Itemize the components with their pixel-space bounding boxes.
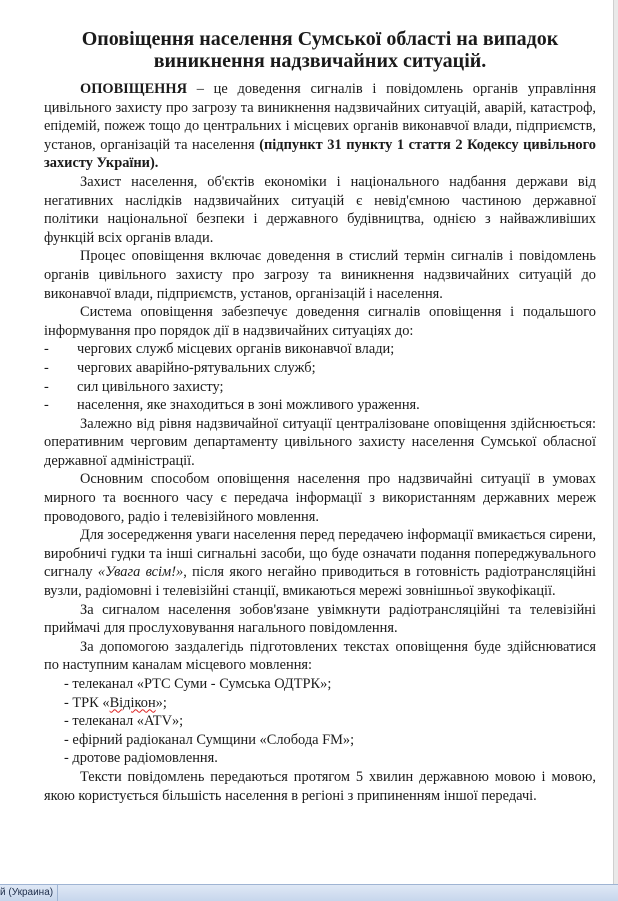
language-indicator[interactable]: й (Украина) xyxy=(0,885,58,901)
list-item: - дротове радіомовлення. xyxy=(64,750,218,767)
paragraph-process: Процес оповіщення включає доведення в стислий термін сигналів і повідомлень органів цивільного захисту про загрозу та виникнення надзвичайних ситуацій до виконавчої влади, підприємств, установ, організацій і населення. xyxy=(44,248,596,302)
paragraph-sirens: Для зосередження уваги населення перед передачею інформації вмикається сирени, виробничі гудки та інші сигнальні засоби, що буде означати подання попереджувального сигналу «Увага всім!», після якого негайно приводиться в готовність радіотрансляційні вузли, радіомовні і телевізійні станції, вмикаються мережі зовнішньої звукофікації. xyxy=(44,527,596,600)
page-scroll-edge xyxy=(613,0,618,884)
document-body xyxy=(44,28,596,805)
paragraph-centralized: Залежно від рівня надзвичайної ситуації централізоване оповіщення здійснюється: оперативним черговим департаменту цивільного захисту населення Сумської обласної державної адміністрації. xyxy=(44,415,596,469)
list-item: - чергових аварійно-рятувальних служб; xyxy=(44,359,316,376)
paragraph-system: Система оповіщення забезпечує доведення сигналів оповіщення і подальшого інформування про порядок дії в надзвичайних ситуаціях до: xyxy=(44,304,596,339)
status-bar xyxy=(0,884,618,901)
paragraph-receivers: За сигналом населення зобов'язане увімкнути радіотрансляційні та телевізійні приймачі для прослуховування нагального повідомлення. xyxy=(44,601,596,637)
paragraph-channels-intro: За допомогою заздалегідь підготовлених текстах оповіщення буде здійснюватися по наступним каналам місцевого мовлення: xyxy=(44,638,596,674)
paragraph-definition: ОПОВІЩЕННЯ – це доведення сигналів і повідомлень органів управління цивільного захисту про загрозу та виникнення надзвичайних ситуацій, аварій, катастроф, епідемій, пожеж тощо до центральних і місцевих органів виконавчої влади, підприємств, установ, організацій та населення (підпункт 31 пункту 1 стаття 2 Кодексу цивільного захисту України). xyxy=(44,81,596,172)
list-item: - телеканал «ATV»; xyxy=(64,713,184,730)
channels-list xyxy=(44,675,596,768)
document-title: Оповіщення населення Сумської області на випадок виникнення надзвичайних ситуацій. xyxy=(81,28,559,72)
list-item: - сил цивільного захисту; xyxy=(44,378,224,395)
recipients-list xyxy=(44,340,596,414)
list-item: - населення, яке знаходиться в зоні можливого ураження. xyxy=(44,397,420,414)
paragraph-main-method: Основним способом оповіщення населення про надзвичайні ситуації в умовах мирного та воєнного часу є передача інформації з використанням державних мереж проводового, радіо і телевізійного мовлення. xyxy=(44,471,596,525)
list-item: - чергових служб місцевих органів виконавчої влади; xyxy=(44,341,395,358)
attention-signal: «Увага всім!» xyxy=(97,564,184,581)
spellcheck-word: Відікон xyxy=(109,694,156,711)
list-item: - ефірний радіоканал Сумщини «Слобода FM»; xyxy=(64,731,355,748)
list-item: - ТРК «Відікон»; xyxy=(64,694,167,711)
paragraph-protection: Захист населення, об'єктів економіки і національного надбання держави від негативних наслідків надзвичайних ситуацій є невід'ємною частиною державної політики національної безпеки і державного будівництва, однією з найважливіших функцій всіх органів влади. xyxy=(44,173,596,246)
legal-reference: (підпункт 31 пункту 1 стаття 2 Кодексу цивільного захисту України). xyxy=(44,136,596,172)
definition-term: ОПОВІЩЕННЯ xyxy=(80,81,187,97)
paragraph-duration: Тексти повідомлень передаються протягом 5 хвилин державною мовою і мовою, якою користується більшість населення в регіоні з припиненням іншої передачі. xyxy=(44,768,596,804)
list-item: - телеканал «РТС Суми - Сумська ОДТРК»; xyxy=(64,676,332,692)
